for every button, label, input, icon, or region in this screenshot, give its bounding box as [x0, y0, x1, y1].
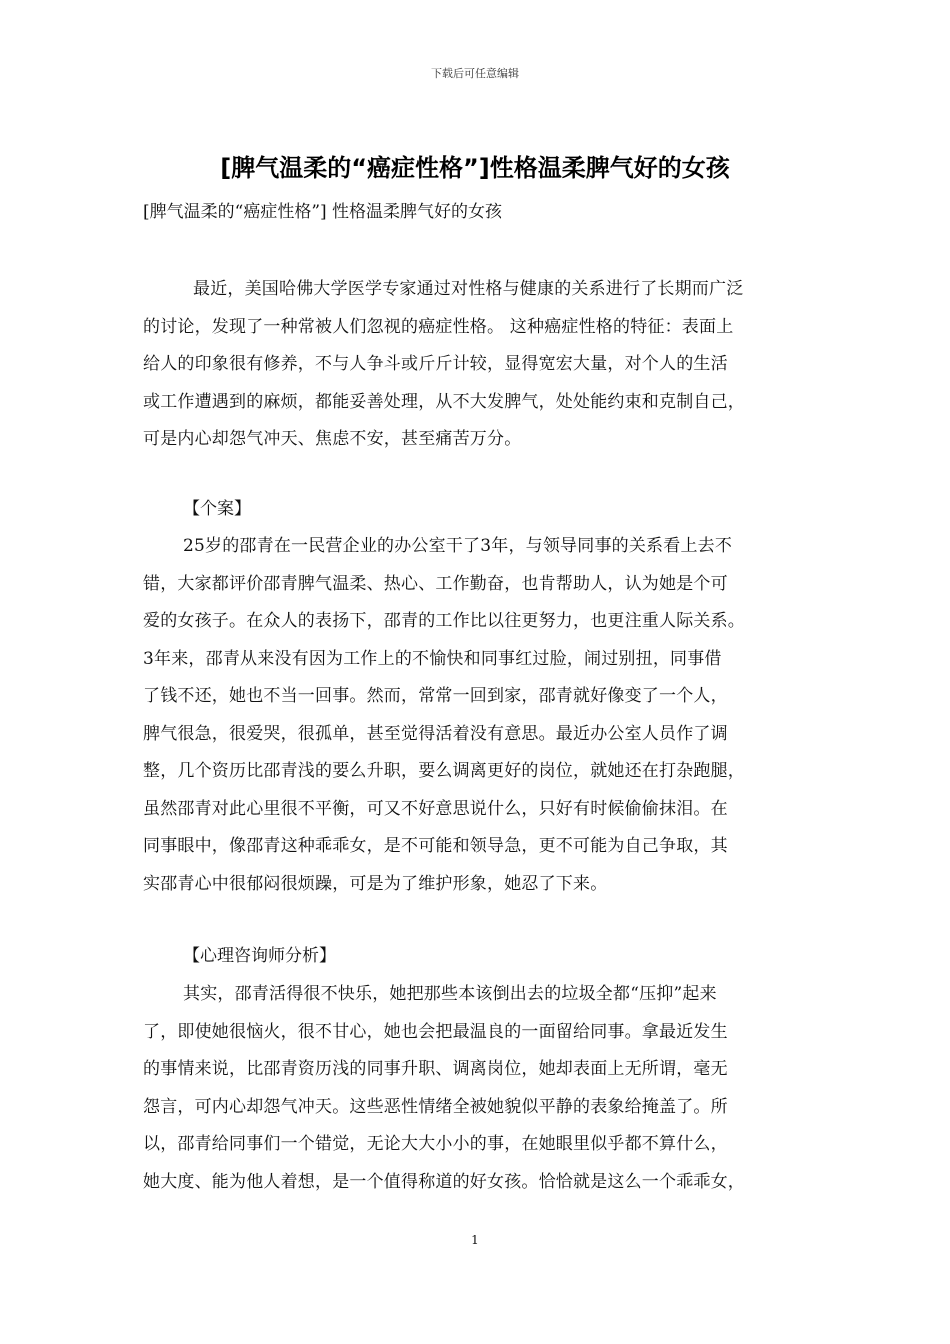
text-line: 错，大家都评价邵青脾气温柔、热心、工作勤奋，也肯帮助人，认为她是个可: [143, 573, 728, 594]
text-line: 以，邵青给同事们一个错觉，无论大大小小的事，在她眼里似乎都不算什么，: [143, 1134, 728, 1154]
text-line: 25岁的邵青在一民营企业的办公室干了3年，与领导同事的关系看上去不: [183, 536, 733, 556]
text-line: 了钱不还，她也不当一回事。然而，常常一回到家，邵青就好像变了一个人，: [143, 686, 728, 706]
case-paragraph: [143, 528, 813, 903]
document-title: [脾气温柔的“癌症性格”]性格温柔脾气好的女孩: [220, 154, 730, 182]
page-number: 1: [471, 1233, 479, 1247]
text-line: 或工作遭遇到的麻烦，都能妥善处理，从不大发脾气，处处能约束和克制自己，: [143, 391, 745, 412]
case-heading: 【个案】: [183, 499, 251, 519]
text-line: 同事眼中，像邵青这种乖乖女，是不可能和领导急，更不可能为自己争取，其: [143, 836, 728, 856]
intro-paragraph: [143, 271, 813, 459]
text-line: 3年来，邵青从来没有因为工作上的不愉快和同事红过脸，闹过别扭，同事借: [143, 648, 722, 669]
text-line: 脾气很急，很爱哭，很孤单，甚至觉得活着没有意思。最近办公室人员作了调: [143, 723, 728, 744]
analysis-paragraph: [143, 976, 813, 1201]
text-line: 虽然邵青对此心里很不平衡，可又不好意思说什么，只好有时候偷偷抹泪。在: [143, 798, 728, 819]
analysis-heading: 【心理咨询师分析】: [183, 946, 336, 966]
text-line: 其实，邵青活得很不快乐，她把那些本该倒出去的垃圾全都“压抑”起来: [183, 984, 717, 1004]
text-line: 的讨论，发现了一种常被人们忽视的癌症性格。 这种癌症性格的特征：表面上: [143, 316, 734, 337]
text-line: 怨言，可内心却怨气冲天。这些恶性情绪全被她貌似平静的表象给掩盖了。所: [143, 1096, 728, 1117]
text-line: 的事情来说，比邵青资历浅的同事升职、调离岗位，她却表面上无所谓，毫无: [143, 1059, 728, 1079]
page-header: 下载后可任意编辑: [431, 67, 519, 80]
text-line: 整，几个资历比邵青浅的要么升职，要么调离更好的岗位，就她还在打杂跑腿，: [143, 761, 745, 781]
text-line: 爱的女孩子。在众人的表扬下，邵青的工作比以往更努力，也更注重人际关系。: [143, 611, 745, 631]
text-line: 了，即使她很恼火，很不甘心，她也会把最温良的一面留给同事。拿最近发生: [143, 1021, 728, 1042]
text-line: 给人的印象很有修养，不与人争斗或斤斤计较，显得宽宏大量，对个人的生活: [143, 354, 728, 374]
text-line: 实邵青心中很郁闷很烦躁，可是为了维护形象，她忍了下来。: [143, 873, 608, 894]
text-line: 她大度、能为他人着想，是一个值得称道的好女孩。恰恰就是这么一个乖乖女，: [143, 1171, 745, 1192]
text-line: 最近，美国哈佛大学医学专家通过对性格与健康的关系进行了长期而广泛: [193, 279, 744, 299]
text-line: 可是内心却怨气冲天、焦虑不安，甚至痛苦万分。: [143, 429, 522, 449]
document-subtitle: [脾气温柔的“癌症性格”] 性格温柔脾气好的女孩: [143, 202, 503, 222]
